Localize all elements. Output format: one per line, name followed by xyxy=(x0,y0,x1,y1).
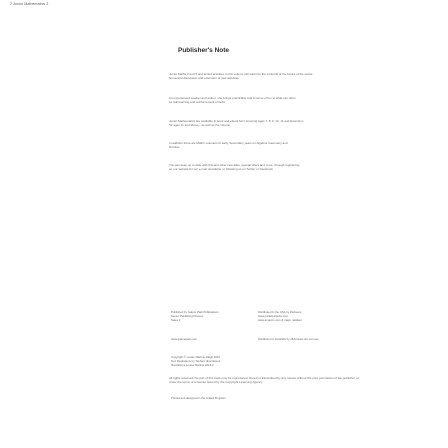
publisher-line: Senior Publishing Director xyxy=(171,314,204,319)
usa-distribution-block xyxy=(258,310,338,323)
distribution-line: Distributed in the USA by Parkwest xyxy=(258,310,302,314)
paragraph-line: An experienced teacher and author, she brings practicality and a sense of fun to what can often xyxy=(169,96,296,100)
copyright-line: Copyright © Louise Martine Haigh 2016 xyxy=(171,355,221,359)
australia-distribution-block xyxy=(258,337,338,341)
paragraph-line: You can keep up to date with this and other new titles, special offers and more, through registering xyxy=(169,163,300,167)
paragraph-line: Numerical discussion and extension of new activities xyxy=(169,76,239,81)
paragraph-line: In addition there are Maths volumes for early Secondary years on Algebra, Geometry and xyxy=(169,141,288,145)
rights-notice xyxy=(169,376,360,385)
website-block xyxy=(171,337,251,341)
publisher-line: Published by Galore Park Publications xyxy=(171,310,219,314)
distribution-line: www.amazon.com & major retailers xyxy=(258,318,302,323)
paragraph-4 xyxy=(169,141,319,149)
distribution-line: Distributed in Australia by OLM www.olm.com.au xyxy=(258,337,319,341)
page-title: Publisher's Note xyxy=(178,47,230,54)
paragraph-2 xyxy=(169,96,319,104)
paragraph-line: on our website for our e-mail newsletter or following us on Twitter or Facebook xyxy=(169,167,273,172)
paragraph-line: Number xyxy=(169,145,180,150)
paragraph-line: Junior Mathematics are available in book and ebook form covering ages 7, 8, 9, 10, 11 and Extension xyxy=(169,119,304,123)
paragraph-line: Junior Maths 2 and 3 and tested activities in this volume will reinforce the contents of the books of the series xyxy=(169,72,313,76)
printed-note: Printed and designed in the United Kingdom xyxy=(171,396,226,400)
website-line: www.galorepark.com xyxy=(171,337,197,341)
copyright-line: Illustrations Louise Martine 2016 2 xyxy=(171,363,214,368)
copyright-line: Text illustrations by Topham Illustrations xyxy=(171,359,221,364)
copyright-block xyxy=(171,355,251,368)
paragraph-1 xyxy=(169,72,319,80)
rights-line: under the terms of a license issued by the Copyright Licensing Agency xyxy=(169,380,263,385)
paragraph-5 xyxy=(169,163,319,171)
paragraph-line: be dull learning and reinforcement of facts xyxy=(169,100,225,105)
series-mark: 2 Junior Mathematics 2 xyxy=(10,2,49,6)
rights-line: All rights reserved. No part of this book may be reproduced, stored or transmitted by any means without the prior permission of the publisher, or xyxy=(169,376,360,380)
distribution-line: www.parkwestpubs.com xyxy=(258,314,288,319)
paragraph-3 xyxy=(169,119,319,127)
paragraph-line: for ages 11 and above - as well as the volume xyxy=(169,123,230,128)
publisher-line: Sales 0 xyxy=(171,318,181,323)
publisher-block xyxy=(171,310,251,323)
